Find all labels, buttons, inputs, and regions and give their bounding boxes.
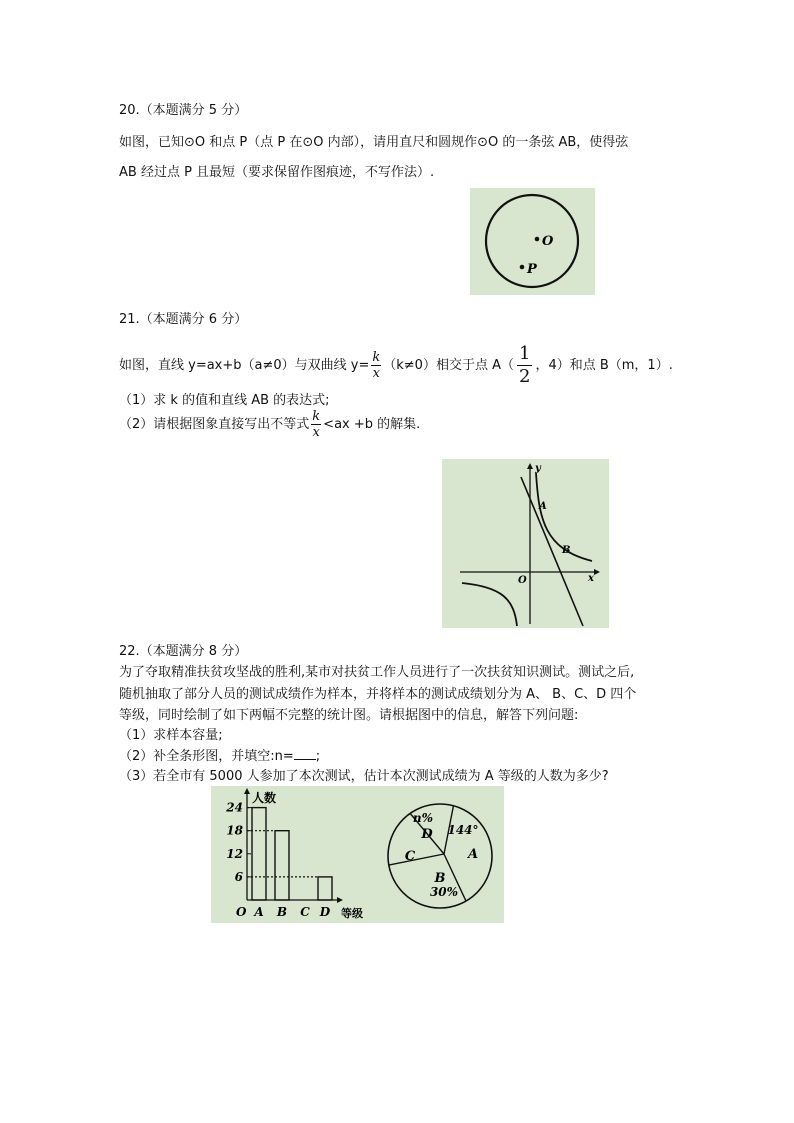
q21-line1 — [119, 345, 673, 386]
bar-y-axis-arrow — [244, 788, 250, 794]
label-a: A — [539, 501, 547, 512]
x-tick-label-C: C — [300, 905, 310, 919]
y-tick-label: 12 — [226, 846, 243, 861]
label-o: O — [542, 234, 554, 249]
pie-layer — [388, 804, 492, 908]
pie-label-C: C — [404, 849, 416, 864]
bar-x-axis-arrow — [337, 897, 343, 903]
q21-line2: （1）求 k 的值和直线 AB 的表达式; — [119, 393, 330, 408]
y-tick-label: 18 — [226, 823, 243, 838]
pie-label-B: B — [434, 871, 446, 886]
q21-graph-figure — [442, 459, 609, 628]
bar-ylabel: 人数 — [252, 791, 277, 805]
fraction-one-half — [517, 345, 532, 386]
label-x: x — [588, 573, 594, 584]
q21-line3 — [119, 410, 420, 439]
q22-line6: （3）若全市有 5000 人参加了本次测试，估计本次测试成绩为 A 等级的人数为多少? — [119, 769, 609, 784]
bar-xlabel: 等级 — [341, 907, 363, 920]
q20-circle-figure — [470, 188, 595, 295]
fraction-k-over-x-2 — [311, 410, 321, 439]
q20-line1: 如图，已知⊙O 和点 P（点 P 在⊙O 内部），请用直尺和圆规作⊙O 的一条弦 AB，使得弦 — [119, 135, 629, 150]
pie-annotation-B: 30% — [429, 885, 459, 899]
frac-numerator: k — [372, 350, 381, 365]
answer-blank — [294, 747, 316, 760]
bar-origin-label: O — [236, 905, 247, 919]
x-tick-label-B: B — [276, 905, 288, 919]
bar-B — [275, 831, 289, 900]
frac-numerator: k — [312, 409, 321, 424]
bar-layer — [225, 801, 332, 919]
q21-line1-part-a: 如图，直线 y=ax+b（a≠0）与双曲线 y= — [119, 358, 370, 373]
label-p: P — [527, 262, 537, 277]
label-b: B — [562, 545, 571, 556]
point-o — [535, 237, 540, 242]
frac-denominator: x — [312, 425, 320, 440]
bar-D — [318, 877, 332, 900]
x-tick-label-D: D — [319, 905, 331, 919]
q20-line2: AB 经过点 P 且最短（要求保留作图痕迹，不写作法）. — [119, 165, 435, 180]
q22-line5-part-a: （2）补全条形图，并填空:n= — [119, 749, 294, 764]
half-denominator: 2 — [518, 366, 531, 387]
fraction-k-over-x — [371, 351, 381, 380]
q20-header: 20.（本题满分 5 分） — [119, 103, 248, 118]
pie-boundary — [389, 854, 444, 865]
y-tick-label: 6 — [234, 869, 243, 884]
q21-line1-part-b: （k≠0）相交于点 A（ — [383, 358, 514, 373]
label-y: y — [535, 463, 541, 474]
q21-line1-part-c: ，4）和点 B（m，1）. — [535, 358, 673, 373]
q22-line5-part-b: ; — [315, 749, 321, 764]
statistics-svg — [211, 786, 504, 923]
q21-header: 21.（本题满分 6 分） — [119, 312, 248, 327]
bar-A — [252, 808, 266, 900]
pie-label-A: A — [467, 847, 479, 862]
half-numerator: 1 — [518, 343, 531, 364]
point-p — [520, 265, 525, 270]
pie-annotation-A: 144° — [447, 823, 479, 837]
pie-annotation-D: n% — [412, 811, 434, 825]
q21-line3-part-b: <ax +b 的解集. — [323, 417, 421, 432]
q22-line2: 随机抽取了部分人员的测试成绩作为样本，并将样本的测试成绩划分为 A、 B、C、D 四个 — [119, 687, 637, 702]
y-axis-arrow — [527, 463, 533, 469]
q22-header: 22.（本题满分 8 分） — [119, 644, 248, 659]
pie-label-D: D — [421, 827, 433, 842]
x-axis-arrow — [594, 569, 600, 575]
x-tick-label-A: A — [254, 905, 264, 919]
q21-line3-part-a: （2）请根据图象直接写出不等式 — [119, 417, 310, 432]
q22-line5 — [119, 745, 320, 764]
q22-statistics-figure — [211, 786, 504, 923]
q22-line4: （1）求样本容量; — [119, 728, 223, 743]
label-origin: O — [518, 575, 527, 586]
hyperbola-branch-2 — [462, 583, 517, 626]
y-tick-label: 24 — [226, 800, 243, 815]
q22-line1: 为了夺取精准扶贫攻坚战的胜利,某市对扶贫工作人员进行了一次扶贫知识测试。测试之后, — [119, 665, 635, 680]
frac-denominator: x — [372, 366, 380, 381]
q22-line3: 等级，同时绘制了如下两幅不完整的统计图。请根据图中的信息，解答下列问题: — [119, 708, 579, 723]
